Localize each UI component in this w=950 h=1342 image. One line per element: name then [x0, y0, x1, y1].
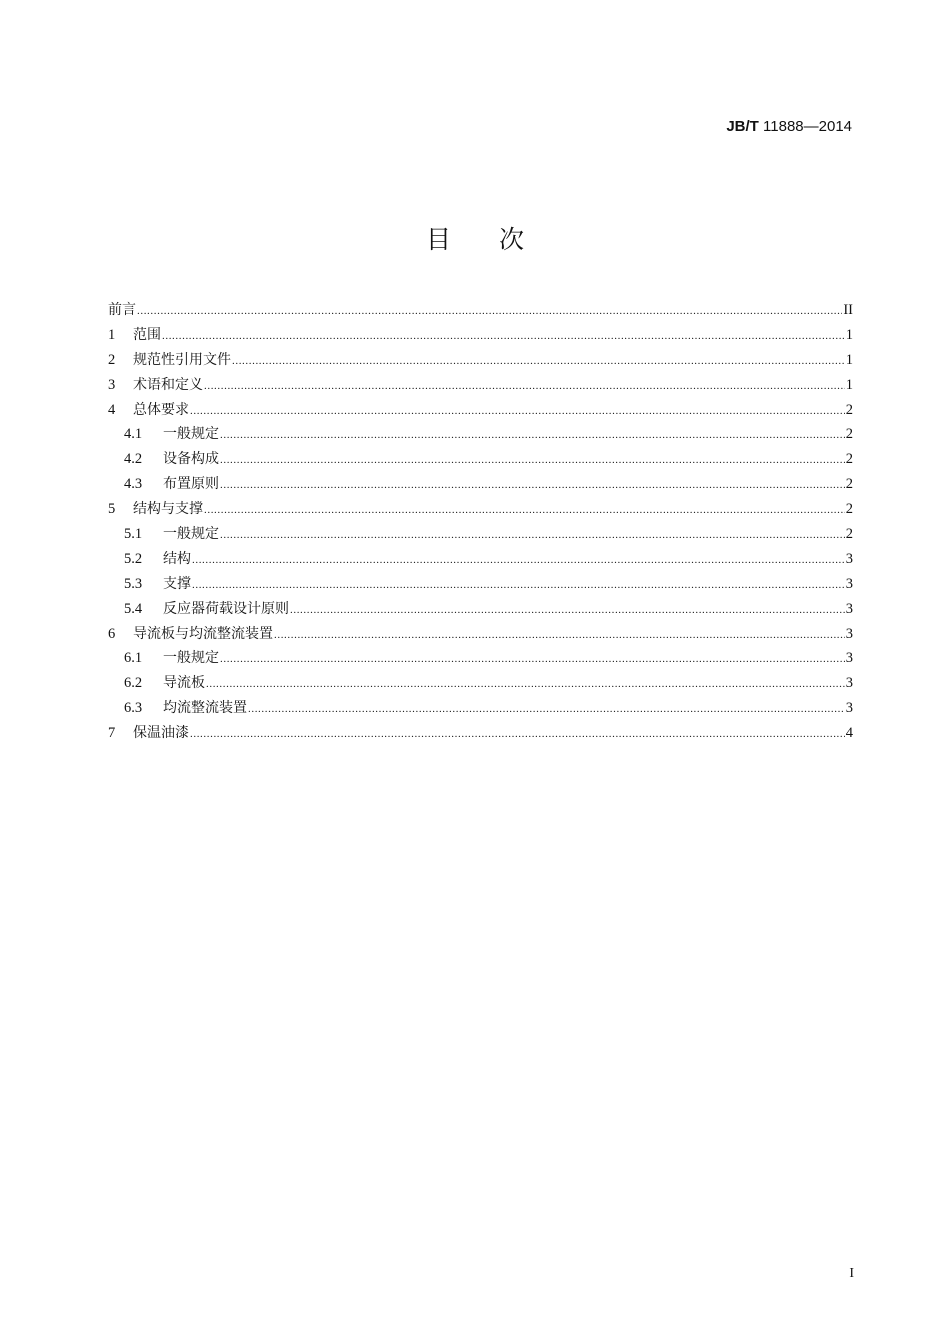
dot-leader: [192, 573, 845, 598]
toc-entry[interactable]: [108, 398, 853, 423]
toc-entry-number: 4.1: [124, 426, 143, 443]
toc-entry-label: 规范性引用文件: [133, 351, 231, 368]
toc-entry-label: 均流整流装置: [163, 700, 247, 717]
toc-entry-label: 支撑: [163, 575, 191, 592]
toc-entry-page: 1: [845, 351, 853, 368]
toc-entry[interactable]: [108, 622, 853, 647]
toc-entry-number: 4.2: [124, 451, 143, 468]
toc-entry-label: 反应器荷载设计原则: [163, 600, 289, 617]
dot-leader: [220, 423, 845, 448]
toc-entry-label: 保温油漆: [133, 725, 189, 742]
toc-entry-number: 3: [108, 376, 116, 393]
toc-entry-label: 一般规定: [163, 526, 219, 543]
toc-entry-label: 一般规定: [163, 426, 219, 443]
toc-entry[interactable]: [108, 671, 853, 696]
toc-entry[interactable]: [108, 323, 853, 348]
toc-entry[interactable]: [108, 696, 853, 721]
dot-leader: [232, 349, 845, 374]
dot-leader: [220, 647, 845, 672]
toc-entry-page: II: [843, 302, 853, 318]
dot-leader: [192, 548, 845, 573]
toc-entry-label: 结构与支撑: [133, 501, 203, 518]
toc-entry[interactable]: [108, 422, 853, 447]
toc-entry-number: 6.2: [124, 675, 143, 692]
toc-entry[interactable]: [108, 597, 853, 622]
dot-leader: [190, 722, 845, 747]
dot-leader: [137, 299, 842, 324]
toc-entry[interactable]: [108, 721, 853, 746]
toc-entry-label: 设备构成: [163, 451, 219, 468]
toc-entry[interactable]: [108, 646, 853, 671]
dot-leader: [220, 473, 845, 498]
toc-entry-page: 3: [845, 600, 853, 617]
toc-entry-page: 3: [845, 550, 853, 567]
toc-entry-label: 范围: [133, 326, 161, 343]
toc-entry-number: 5.2: [124, 550, 143, 567]
toc-entry-label: 结构: [163, 550, 191, 567]
toc-entry-number: 4: [108, 401, 116, 418]
toc-entry-number: 1: [108, 326, 116, 343]
toc-entry-page: 1: [845, 376, 853, 393]
toc-entry-number: 5.1: [124, 526, 143, 543]
toc-entry-label: 一般规定: [163, 650, 219, 667]
toc-entry-page: 3: [845, 650, 853, 667]
standard-number: 11888—2014: [763, 118, 852, 135]
toc-entry-label: 布置原则: [163, 476, 219, 493]
toc-entry-number: 5.3: [124, 575, 143, 592]
page-number: I: [849, 1266, 854, 1281]
toc-entry[interactable]: [108, 348, 853, 373]
toc-entry-page: 3: [845, 625, 853, 642]
toc-entry-page: 3: [845, 700, 853, 717]
toc-entry-label: 导流板: [163, 675, 205, 692]
dot-leader: [190, 399, 845, 424]
toc-entry-page: 2: [845, 526, 853, 543]
toc-entry-page: 3: [845, 675, 853, 692]
toc-entry-page: 3: [845, 575, 853, 592]
toc-entry[interactable]: [108, 572, 853, 597]
toc-title: 目次: [425, 225, 572, 254]
dot-leader: [274, 623, 845, 648]
toc-entry-number: 7: [108, 725, 116, 742]
dot-leader: [220, 448, 845, 473]
toc-entry-number: 6.1: [124, 650, 143, 667]
toc-entry-page: 4: [845, 725, 853, 742]
toc-entry-label: 术语和定义: [133, 376, 203, 393]
toc-entry[interactable]: [108, 497, 853, 522]
toc-entry-number: 5: [108, 501, 116, 518]
toc-entry-number: 6.3: [124, 700, 143, 717]
toc-entry-page: 2: [845, 451, 853, 468]
toc-entry[interactable]: [108, 373, 853, 398]
standard-prefix: JB/T: [726, 118, 759, 135]
toc-entry-page: 2: [845, 501, 853, 518]
toc-entry-page: 2: [845, 476, 853, 493]
toc-entry[interactable]: [108, 522, 853, 547]
toc-entry[interactable]: [108, 547, 853, 572]
dot-leader: [162, 324, 845, 349]
dot-leader: [204, 498, 845, 523]
toc-entry-page: 1: [845, 326, 853, 343]
standard-code: [726, 118, 852, 135]
toc-entry[interactable]: [108, 298, 853, 323]
dot-leader: [206, 672, 845, 697]
dot-leader: [290, 598, 845, 623]
dot-leader: [220, 523, 845, 548]
toc-entry[interactable]: [108, 447, 853, 472]
toc-entry-number: 4.3: [124, 476, 143, 493]
toc-entry[interactable]: [108, 472, 853, 497]
toc-entry-number: 2: [108, 351, 116, 368]
dot-leader: [204, 374, 845, 399]
toc-entry-label: 前言: [108, 302, 136, 318]
toc-entry-number: 6: [108, 625, 116, 642]
toc-entry-page: 2: [845, 426, 853, 443]
table-of-contents: [108, 298, 853, 746]
dot-leader: [248, 697, 845, 722]
toc-entry-page: 2: [845, 401, 853, 418]
toc-entry-label: 总体要求: [133, 401, 189, 418]
toc-entry-number: 5.4: [124, 600, 143, 617]
toc-entry-label: 导流板与均流整流装置: [133, 625, 273, 642]
